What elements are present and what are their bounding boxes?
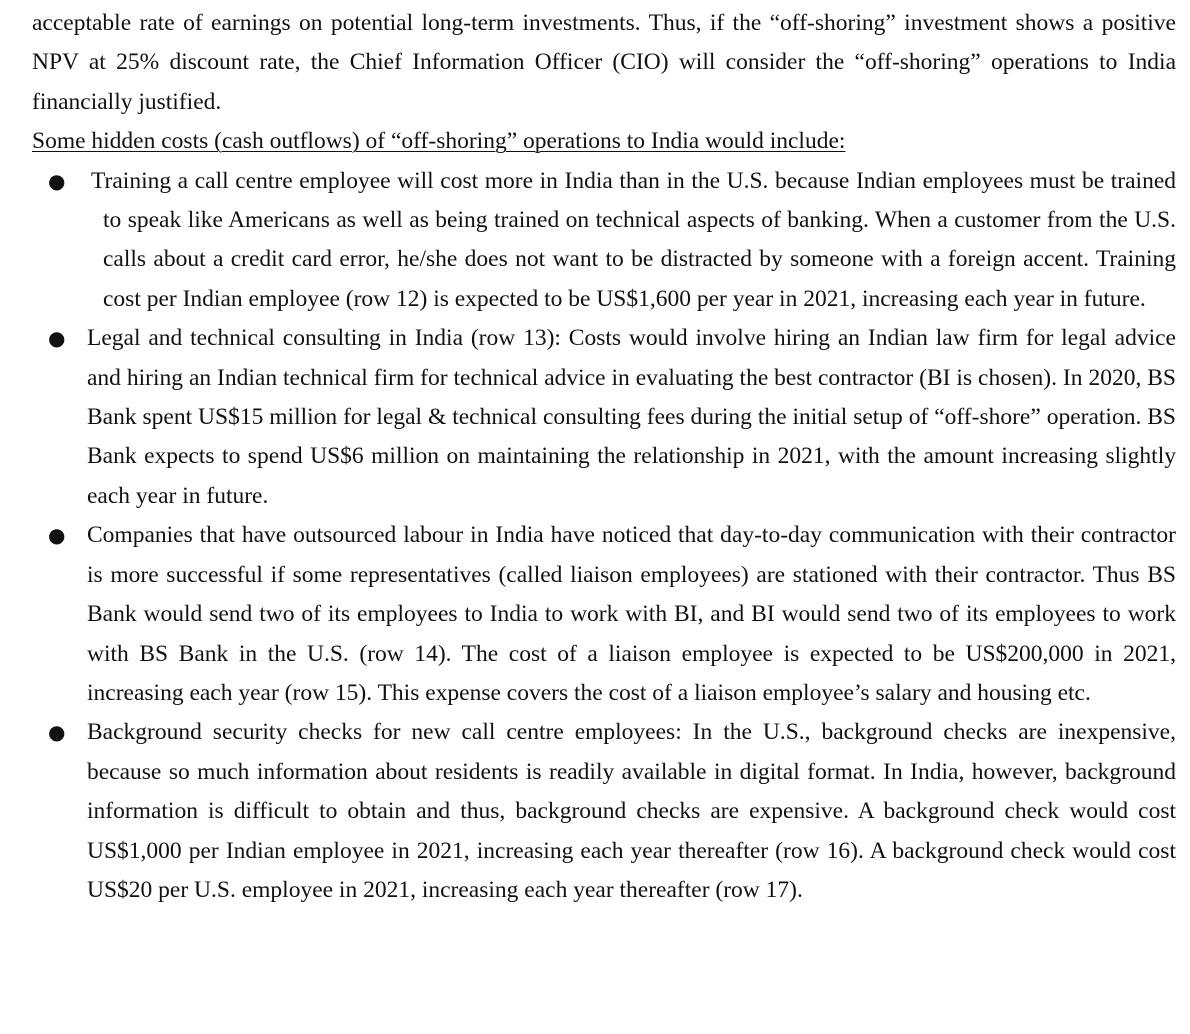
list-item-text: Background security checks for new call centre employees: In the U.S., background checks are inexpensive, because so much information about residents is readily available in digital format. In India, however, background information is difficult to obtain and thus, background checks are expensive. A background check would cost US$1,000 per Indian employee in 2021, increasing each year thereafter (row 16). A background check would cost US$20 per U.S. employee in 2021, increasing each year thereafter (row 17). [87,719,1176,903]
list-item [32,162,1176,320]
list-item-text: Legal and technical consulting in India (row 13): Costs would involve hiring an Indian law firm for legal advice and hiring an Indian technical firm for technical advice in evaluating the best contractor (BI is chosen). In 2020, BS Bank spent US$15 million for legal & technical consulting fees during the initial setup of “off-shore” operation. BS Bank expects to spend US$6 million on maintaining the relationship in 2021, with the amount increasing slightly each year in future. [87,325,1176,509]
hidden-costs-list [32,162,1176,911]
intro-paragraph: acceptable rate of earnings on potential long-term investments. Thus, if the “off-shoring” investment shows a positive NPV at 25% discount rate, the Chief Information Officer (CIO) will consider the “off-shoring” operations to India financially justified. [32,10,1176,115]
hidden-costs-heading: Some hidden costs (cash outflows) of “off-shoring” operations to India would include: [32,128,846,155]
list-item [32,319,1176,516]
bullet-icon: ● [48,168,66,193]
list-item-text: Companies that have outsourced labour in India have noticed that day-to-day communication with their contractor is more successful if some representatives (called liaison employees) are stationed with their contractor. Thus BS Bank would send two of its employees to India to work with BI, and BI would send two of its employees to work with BS Bank in the U.S. (row 14). The cost of a liaison employee is expected to be US$200,000 in 2021, increasing each year (row 15). This expense covers the cost of a liaison employee’s salary and housing etc. [87,522,1176,706]
document-page [32,4,1176,910]
bullet-icon: ● [48,720,66,745]
bullet-icon: ● [48,523,66,548]
list-item-text: Training a call centre employee will cost more in India than in the U.S. because Indian employees must be trained to speak like Americans as well as being trained on technical aspects of banking. When a customer from the U.S. calls about a credit card error, he/she does not want to be distracted by someone with a foreign accent. Training cost per Indian employee (row 12) is expected to be US$1,600 per year in 2021, increasing each year in future. [91,167,1176,312]
list-item [32,713,1176,910]
bullet-icon: ● [48,326,66,351]
list-item [32,516,1176,713]
